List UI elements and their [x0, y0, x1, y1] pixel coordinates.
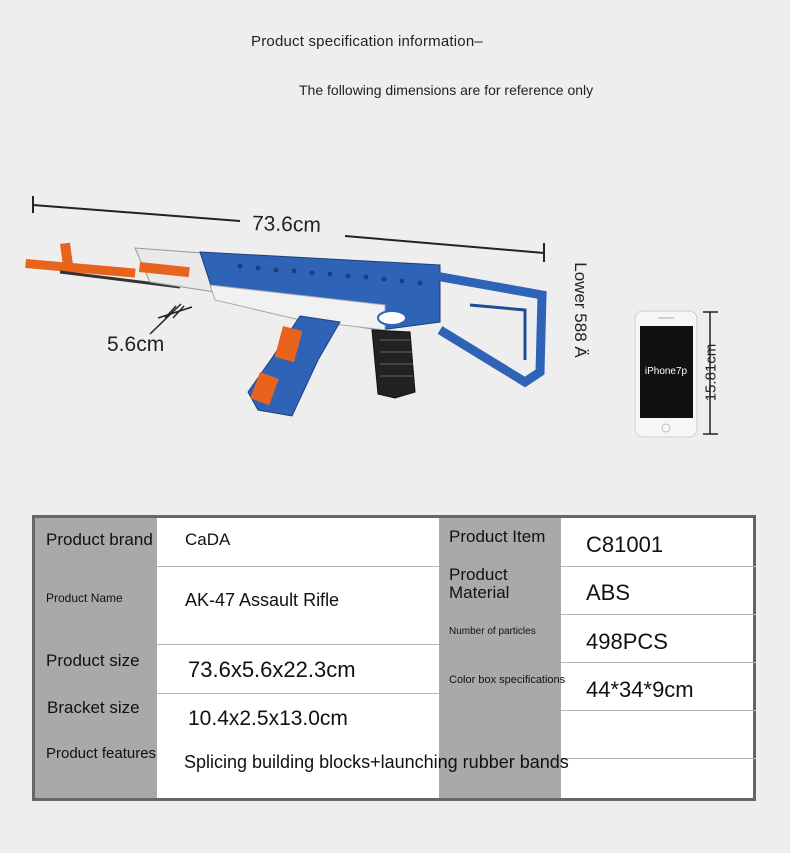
- name-value: AK-47 Assault Rifle: [185, 590, 340, 610]
- particles-value: 498PCS: [586, 629, 668, 654]
- particles-label: Number of particles: [449, 626, 536, 637]
- phone-screen-label: iPhone7p: [644, 366, 688, 377]
- item-label: Product Item: [449, 527, 546, 546]
- brand-value: CaDA: [185, 530, 231, 549]
- features-value: Splicing building blocks+launching rubber bands: [184, 752, 569, 772]
- size-value: 73.6x5.6x22.3cm: [188, 657, 356, 682]
- rifle-body: [25, 243, 542, 416]
- length-label: 73.6cm: [251, 212, 322, 237]
- bracket-value: 10.4x2.5x13.0cm: [188, 707, 348, 730]
- features-label: Product features: [46, 745, 157, 762]
- rifle-illustration: [0, 150, 790, 480]
- spec-table: [32, 515, 756, 801]
- bracket-label: Bracket size: [47, 698, 140, 717]
- brand-label: Product brand: [46, 530, 153, 549]
- width-dimension-marker: [150, 304, 192, 334]
- name-label: Product Name: [46, 591, 123, 605]
- material-value: ABS: [586, 580, 631, 605]
- colorbox-value: 44*34*9cm: [586, 677, 694, 702]
- material-label: Product Material: [449, 565, 510, 602]
- colorbox-label: Color box specifications: [449, 674, 566, 686]
- page-subtitle: The following dimensions are for reference only: [299, 82, 594, 98]
- phone-height-label: 15.81cm: [702, 343, 720, 402]
- size-label: Product size: [46, 651, 140, 670]
- page-title: Product specification information–: [251, 33, 483, 50]
- item-value: C81001: [586, 532, 664, 557]
- width-label: 5.6cm: [107, 333, 165, 356]
- height-label: Lower 588 Ä: [571, 262, 590, 358]
